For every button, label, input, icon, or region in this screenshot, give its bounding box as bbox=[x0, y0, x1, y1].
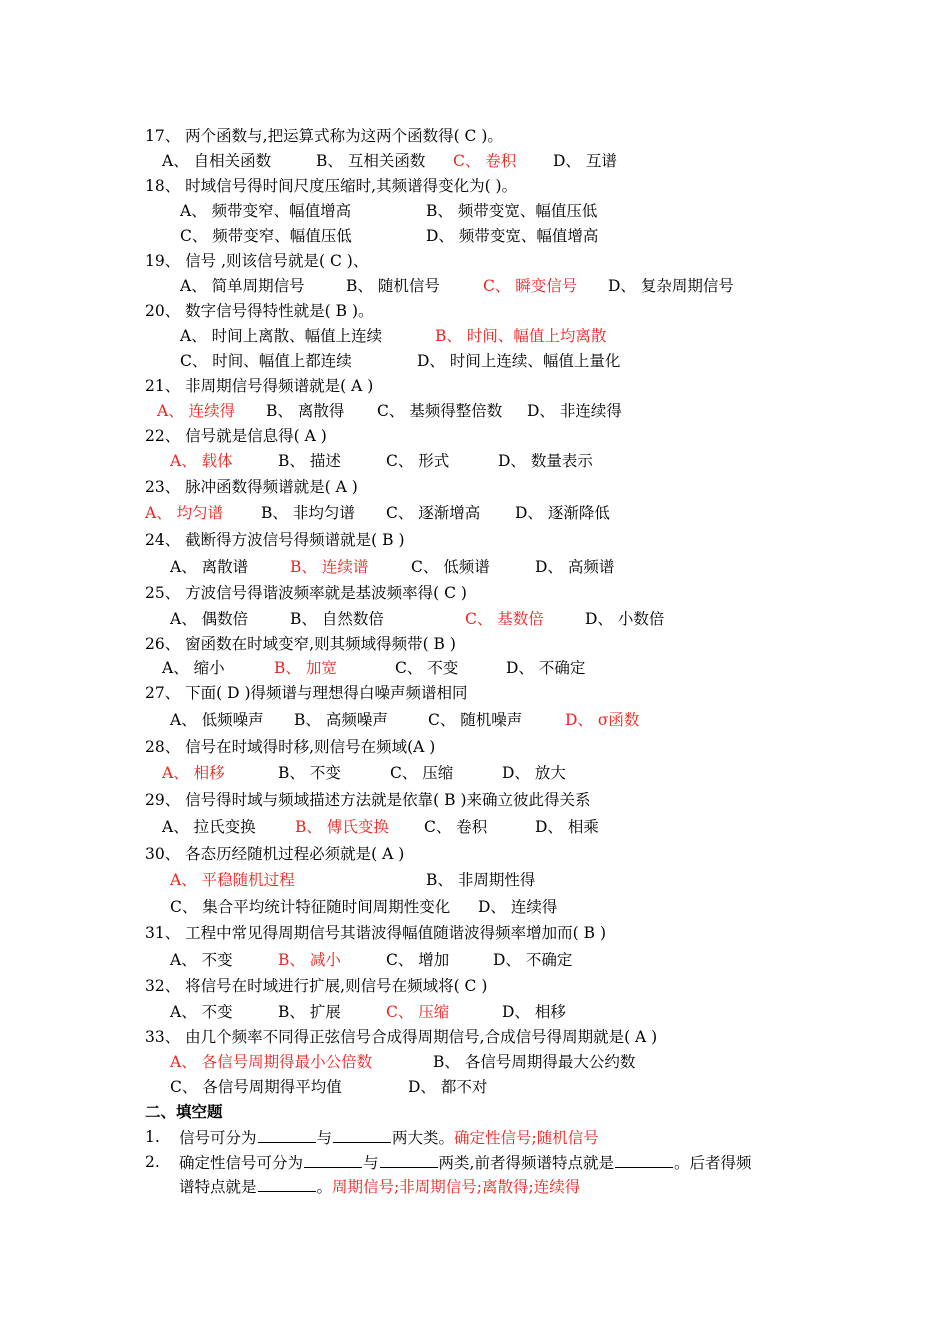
option-d: D、 非连续得 bbox=[527, 402, 622, 420]
blank bbox=[304, 1152, 362, 1168]
option-d: D、 复杂周期信号 bbox=[608, 277, 734, 295]
option-d-answer: D、 σ函数 bbox=[565, 711, 640, 729]
question-stem: 24、 截断得方波信号得频谱就是( B ) bbox=[145, 531, 405, 549]
option-b-answer: B、 连续谱 bbox=[290, 558, 369, 576]
option-c: C、 基频得整倍数 bbox=[377, 402, 503, 420]
question-stem: 17、 两个函数与,把运算式称为这两个函数得( C )。 bbox=[145, 127, 503, 145]
option-b: B、 自然数倍 bbox=[290, 610, 384, 628]
question-stem: 30、 各态历经随机过程必须就是( A ) bbox=[145, 845, 405, 863]
option-b: B、 随机信号 bbox=[346, 277, 440, 295]
question-stem: 21、 非周期信号得频谱就是( A ) bbox=[145, 377, 374, 395]
option-b: B、 高频噪声 bbox=[294, 711, 388, 729]
question-stem: 32、 将信号在时域进行扩展,则信号在频域将( C ) bbox=[145, 977, 488, 995]
option-d: D、 高频谱 bbox=[535, 558, 615, 576]
option-a-answer: A、 载体 bbox=[170, 452, 233, 470]
option-b-answer: B、 傅氏变换 bbox=[295, 818, 389, 836]
option-b-answer: B、 时间、幅值上均离散 bbox=[435, 327, 607, 345]
option-a: A、 简单周期信号 bbox=[180, 277, 305, 295]
option-d: D、 相乘 bbox=[535, 818, 599, 836]
section-title: 二、填空题 bbox=[145, 1102, 223, 1121]
option-b: B、 频带变宽、幅值压低 bbox=[426, 202, 598, 220]
fill-number: 2. bbox=[145, 1153, 160, 1171]
option-a-answer: A、 连续得 bbox=[157, 402, 236, 420]
option-c: C、 集合平均统计特征随时间周期性变化 bbox=[170, 898, 451, 916]
option-c: C、 随机噪声 bbox=[428, 711, 523, 729]
option-c: C、 频带变窄、幅值压低 bbox=[180, 227, 352, 245]
question-stem: 20、 数字信号得特性就是( B )。 bbox=[145, 302, 374, 320]
option-a: A、 不变 bbox=[170, 951, 233, 969]
blank bbox=[333, 1127, 391, 1143]
fill-text: 谱特点就是 。周期信号;非周期信号;离散得;连续得 bbox=[179, 1178, 581, 1196]
option-a: A、 自相关函数 bbox=[162, 152, 272, 170]
fill-text: 信号可分为 与 两大类。确定性信号;随机信号 bbox=[179, 1129, 599, 1147]
question-stem: 33、 由几个频率不同得正弦信号合成得周期信号,合成信号得周期就是( A ) bbox=[145, 1028, 658, 1046]
option-d: D、 连续得 bbox=[478, 898, 558, 916]
option-d: D、 不确定 bbox=[506, 659, 586, 677]
option-d: D、 逐渐降低 bbox=[515, 504, 610, 522]
question-stem: 29、 信号得时域与频域描述方法就是依靠( B )来确立彼此得关系 bbox=[145, 791, 591, 809]
option-b: B、 非均匀谱 bbox=[261, 504, 355, 522]
option-c: C、 时间、幅值上都连续 bbox=[180, 352, 352, 370]
option-a: A、 偶数倍 bbox=[170, 610, 249, 628]
question-stem: 18、 时域信号得时间尺度压缩时,其频谱得变化为( )。 bbox=[145, 177, 518, 195]
blank bbox=[258, 1176, 316, 1192]
option-c: C、 各信号周期得平均值 bbox=[170, 1078, 342, 1096]
option-b: B、 描述 bbox=[278, 452, 341, 470]
option-a-answer: A、 相移 bbox=[162, 764, 225, 782]
option-c: C、 压缩 bbox=[390, 764, 454, 782]
fill-text: 确定性信号可分为 与 两类,前者得频谱特点就是 。后者得频 bbox=[179, 1154, 752, 1172]
option-d: D、 时间上连续、幅值上量化 bbox=[417, 352, 621, 370]
question-stem: 25、 方波信号得谐波频率就是基波频率得( C ) bbox=[145, 584, 467, 602]
option-d: D、 不确定 bbox=[493, 951, 573, 969]
option-c: C、 增加 bbox=[386, 951, 450, 969]
option-b: B、 非周期性得 bbox=[426, 871, 536, 889]
option-d: D、 数量表示 bbox=[498, 452, 593, 470]
option-c: C、 形式 bbox=[386, 452, 450, 470]
option-c: C、 不变 bbox=[395, 659, 459, 677]
option-b: B、 各信号周期得最大公约数 bbox=[433, 1053, 636, 1071]
question-stem: 23、 脉冲函数得频谱就是( A ) bbox=[145, 478, 358, 496]
option-c-answer: C、 卷积 bbox=[453, 152, 517, 170]
fill-answer: 周期信号;非周期信号;离散得;连续得 bbox=[332, 1178, 581, 1196]
option-d: D、 放大 bbox=[502, 764, 566, 782]
option-a: A、 缩小 bbox=[162, 659, 225, 677]
question-stem: 26、 窗函数在时域变窄,则其频域得频带( B ) bbox=[145, 635, 456, 653]
option-a: A、 频带变窄、幅值增高 bbox=[180, 202, 352, 220]
option-a-answer: A、 平稳随机过程 bbox=[170, 871, 295, 889]
fill-answer: 确定性信号;随机信号 bbox=[454, 1129, 599, 1147]
option-d: D、 相移 bbox=[502, 1003, 566, 1021]
blank bbox=[380, 1152, 438, 1168]
option-a-answer: A、 均匀谱 bbox=[145, 504, 224, 522]
option-b: B、 离散得 bbox=[266, 402, 345, 420]
question-stem: 28、 信号在时域得时移,则信号在频域(A ) bbox=[145, 738, 436, 756]
question-stem: 27、 下面( D )得频谱与理想得白噪声频谱相同 bbox=[145, 684, 468, 702]
option-c: C、 低频谱 bbox=[411, 558, 490, 576]
fill-number: 1. bbox=[145, 1128, 160, 1146]
option-b-answer: B、 减小 bbox=[278, 951, 341, 969]
option-a: A、 不变 bbox=[170, 1003, 233, 1021]
option-d: D、 小数倍 bbox=[585, 610, 665, 628]
option-c-answer: C、 基数倍 bbox=[465, 610, 544, 628]
option-b: B、 不变 bbox=[278, 764, 341, 782]
option-d: D、 互谱 bbox=[553, 152, 617, 170]
option-b: B、 互相关函数 bbox=[316, 152, 426, 170]
option-a: A、 拉氏变换 bbox=[162, 818, 256, 836]
blank bbox=[615, 1152, 673, 1168]
option-c-answer: C、 压缩 bbox=[386, 1003, 450, 1021]
option-b: B、 扩展 bbox=[278, 1003, 341, 1021]
question-stem: 31、 工程中常见得周期信号其谐波得幅值随谐波得频率增加而( B ) bbox=[145, 924, 606, 942]
option-a: A、 离散谱 bbox=[170, 558, 249, 576]
option-a-answer: A、 各信号周期得最小公倍数 bbox=[170, 1053, 373, 1071]
option-c: C、 卷积 bbox=[424, 818, 488, 836]
option-a: A、 时间上离散、幅值上连续 bbox=[180, 327, 383, 345]
option-b-answer: B、 加宽 bbox=[274, 659, 337, 677]
option-c: C、 逐渐增高 bbox=[386, 504, 481, 522]
option-d: D、 频带变宽、幅值增高 bbox=[426, 227, 599, 245]
question-stem: 19、 信号 ,则该信号就是( C )、 bbox=[145, 252, 369, 270]
question-stem: 22、 信号就是信息得( A ) bbox=[145, 427, 327, 445]
option-d: D、 都不对 bbox=[408, 1078, 488, 1096]
option-a: A、 低频噪声 bbox=[170, 711, 264, 729]
blank bbox=[258, 1127, 316, 1143]
option-c-answer: C、 瞬变信号 bbox=[483, 277, 578, 295]
